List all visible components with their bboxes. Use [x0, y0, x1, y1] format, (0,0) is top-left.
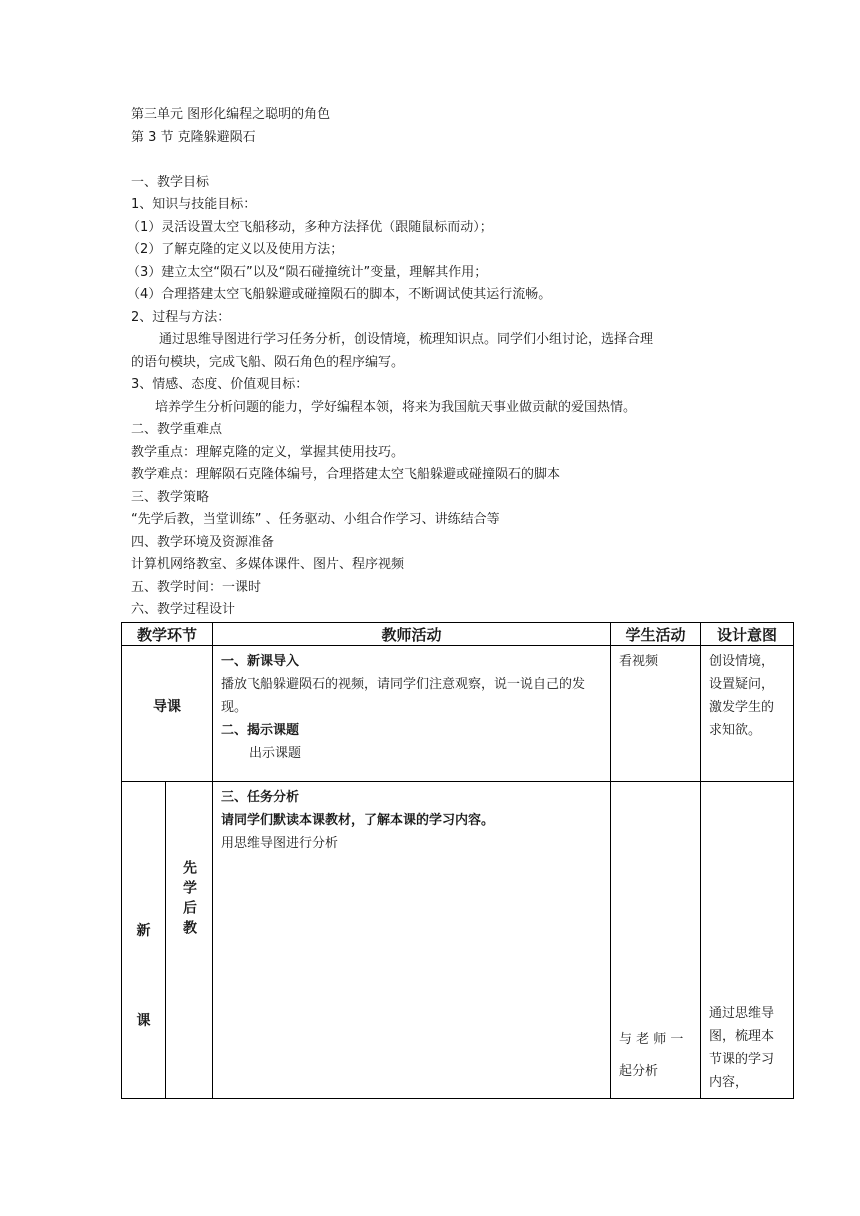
design-intent-intro-text: 创设情境，设置疑问，激发学生的求知欲。 — [709, 654, 775, 738]
environment-text: 计算机网络教室、多媒体课件、图片、程序视频 — [131, 557, 405, 572]
student-activity-intro-text: 看视频 — [619, 654, 659, 669]
stage-new-char: 新 — [136, 923, 151, 939]
design-intent-task-text: 通过思维导图，梳理本节课的学习内容， — [709, 1006, 775, 1090]
reveal-topic-heading: 二、揭示课题 — [221, 723, 300, 738]
stage-learn-first-label: 先学后教 — [181, 860, 197, 940]
task-read-instruction: 请同学们默读本课教材，了解本课的学习内容。 — [221, 813, 495, 828]
design-intent-task — [701, 782, 794, 1099]
strategy-text: “先学后教，当堂训练” 、任务驱动、小组合作学习、讲练结合等 — [131, 512, 500, 527]
stage-intro-label: 导课 — [153, 698, 181, 715]
teacher-activity-task — [213, 782, 611, 1099]
new-lesson-intro-text: 播放飞船躲避陨石的视频，请同学们注意观察，说一说自己的发现。 — [221, 677, 586, 715]
process-method-text-1: 通过思维导图进行学习任务分析，创设情境，梳理知识点。同学们小组讨论，选择合理 — [159, 332, 654, 347]
teacher-activity-intro — [213, 646, 611, 782]
header-student-activity: 学生活动 — [611, 623, 701, 646]
table-header-row — [122, 623, 794, 646]
lesson-title: 第 3 节 克隆躲避陨石 — [131, 130, 256, 145]
student-activity-task — [611, 782, 701, 1099]
process-method-text-2: 的语句模块，完成飞船、陨石角色的程序编写。 — [131, 355, 405, 370]
emotion-heading: 3、情感、态度、价值观目标： — [131, 377, 309, 392]
student-activity-task-text: 与 老 师 一 起分析 — [619, 1032, 684, 1079]
key-point-text: 教学重点：理解克隆的定义，掌握其使用技巧。 — [131, 445, 405, 460]
header-stage: 教学环节 — [122, 623, 213, 646]
student-activity-intro — [611, 646, 701, 782]
task-analysis-heading: 三、任务分析 — [221, 790, 300, 805]
key-points-heading: 二、教学重难点 — [131, 422, 223, 437]
strategy-heading: 三、教学策略 — [131, 490, 210, 505]
teaching-time: 五、教学时间：一课时 — [131, 580, 262, 595]
header-design-intent: 设计意图 — [701, 623, 794, 646]
header-teacher-activity: 教师活动 — [213, 623, 611, 646]
lesson-plan-table — [121, 622, 794, 1099]
knowledge-skill-heading: 1、知识与技能目标： — [131, 197, 257, 212]
objectives-heading: 一、教学目标 — [131, 175, 210, 190]
environment-heading: 四、教学环境及资源准备 — [131, 535, 275, 550]
task-mindmap-text: 用思维导图进行分析 — [221, 836, 339, 851]
process-method-heading: 2、过程与方法： — [131, 310, 231, 325]
design-intent-intro — [701, 646, 794, 782]
stage-lesson-char: 课 — [136, 1013, 151, 1029]
stage-new-lesson — [122, 782, 166, 1099]
stage-intro — [122, 646, 213, 782]
objective-item-1: （1）灵活设置太空飞船移动，多种方法择优（跟随鼠标而动）； — [127, 220, 493, 235]
table-row — [122, 782, 794, 1099]
table-row — [122, 646, 794, 782]
emotion-text: 培养学生分析问题的能力，学好编程本领，将来为我国航天事业做贡献的爱国热情。 — [155, 400, 637, 415]
objective-item-3: （3）建立太空“陨石”以及“陨石碰撞统计”变量，理解其作用； — [127, 265, 488, 280]
difficulty-text: 教学难点：理解陨石克隆体编号，合理搭建太空飞船躲避或碰撞陨石的脚本 — [131, 467, 561, 482]
objective-item-4: （4）合理搭建太空飞船躲避或碰撞陨石的脚本，不断调试使其运行流畅。 — [127, 287, 552, 302]
unit-title: 第三单元 图形化编程之聪明的角色 — [131, 107, 331, 122]
reveal-topic-text: 出示课题 — [249, 746, 302, 761]
new-lesson-intro-heading: 一、新课导入 — [221, 654, 300, 669]
stage-learn-first — [166, 782, 213, 1099]
process-design-heading: 六、教学过程设计 — [131, 602, 236, 617]
objective-item-2: （2）了解克隆的定义以及使用方法； — [127, 242, 344, 257]
